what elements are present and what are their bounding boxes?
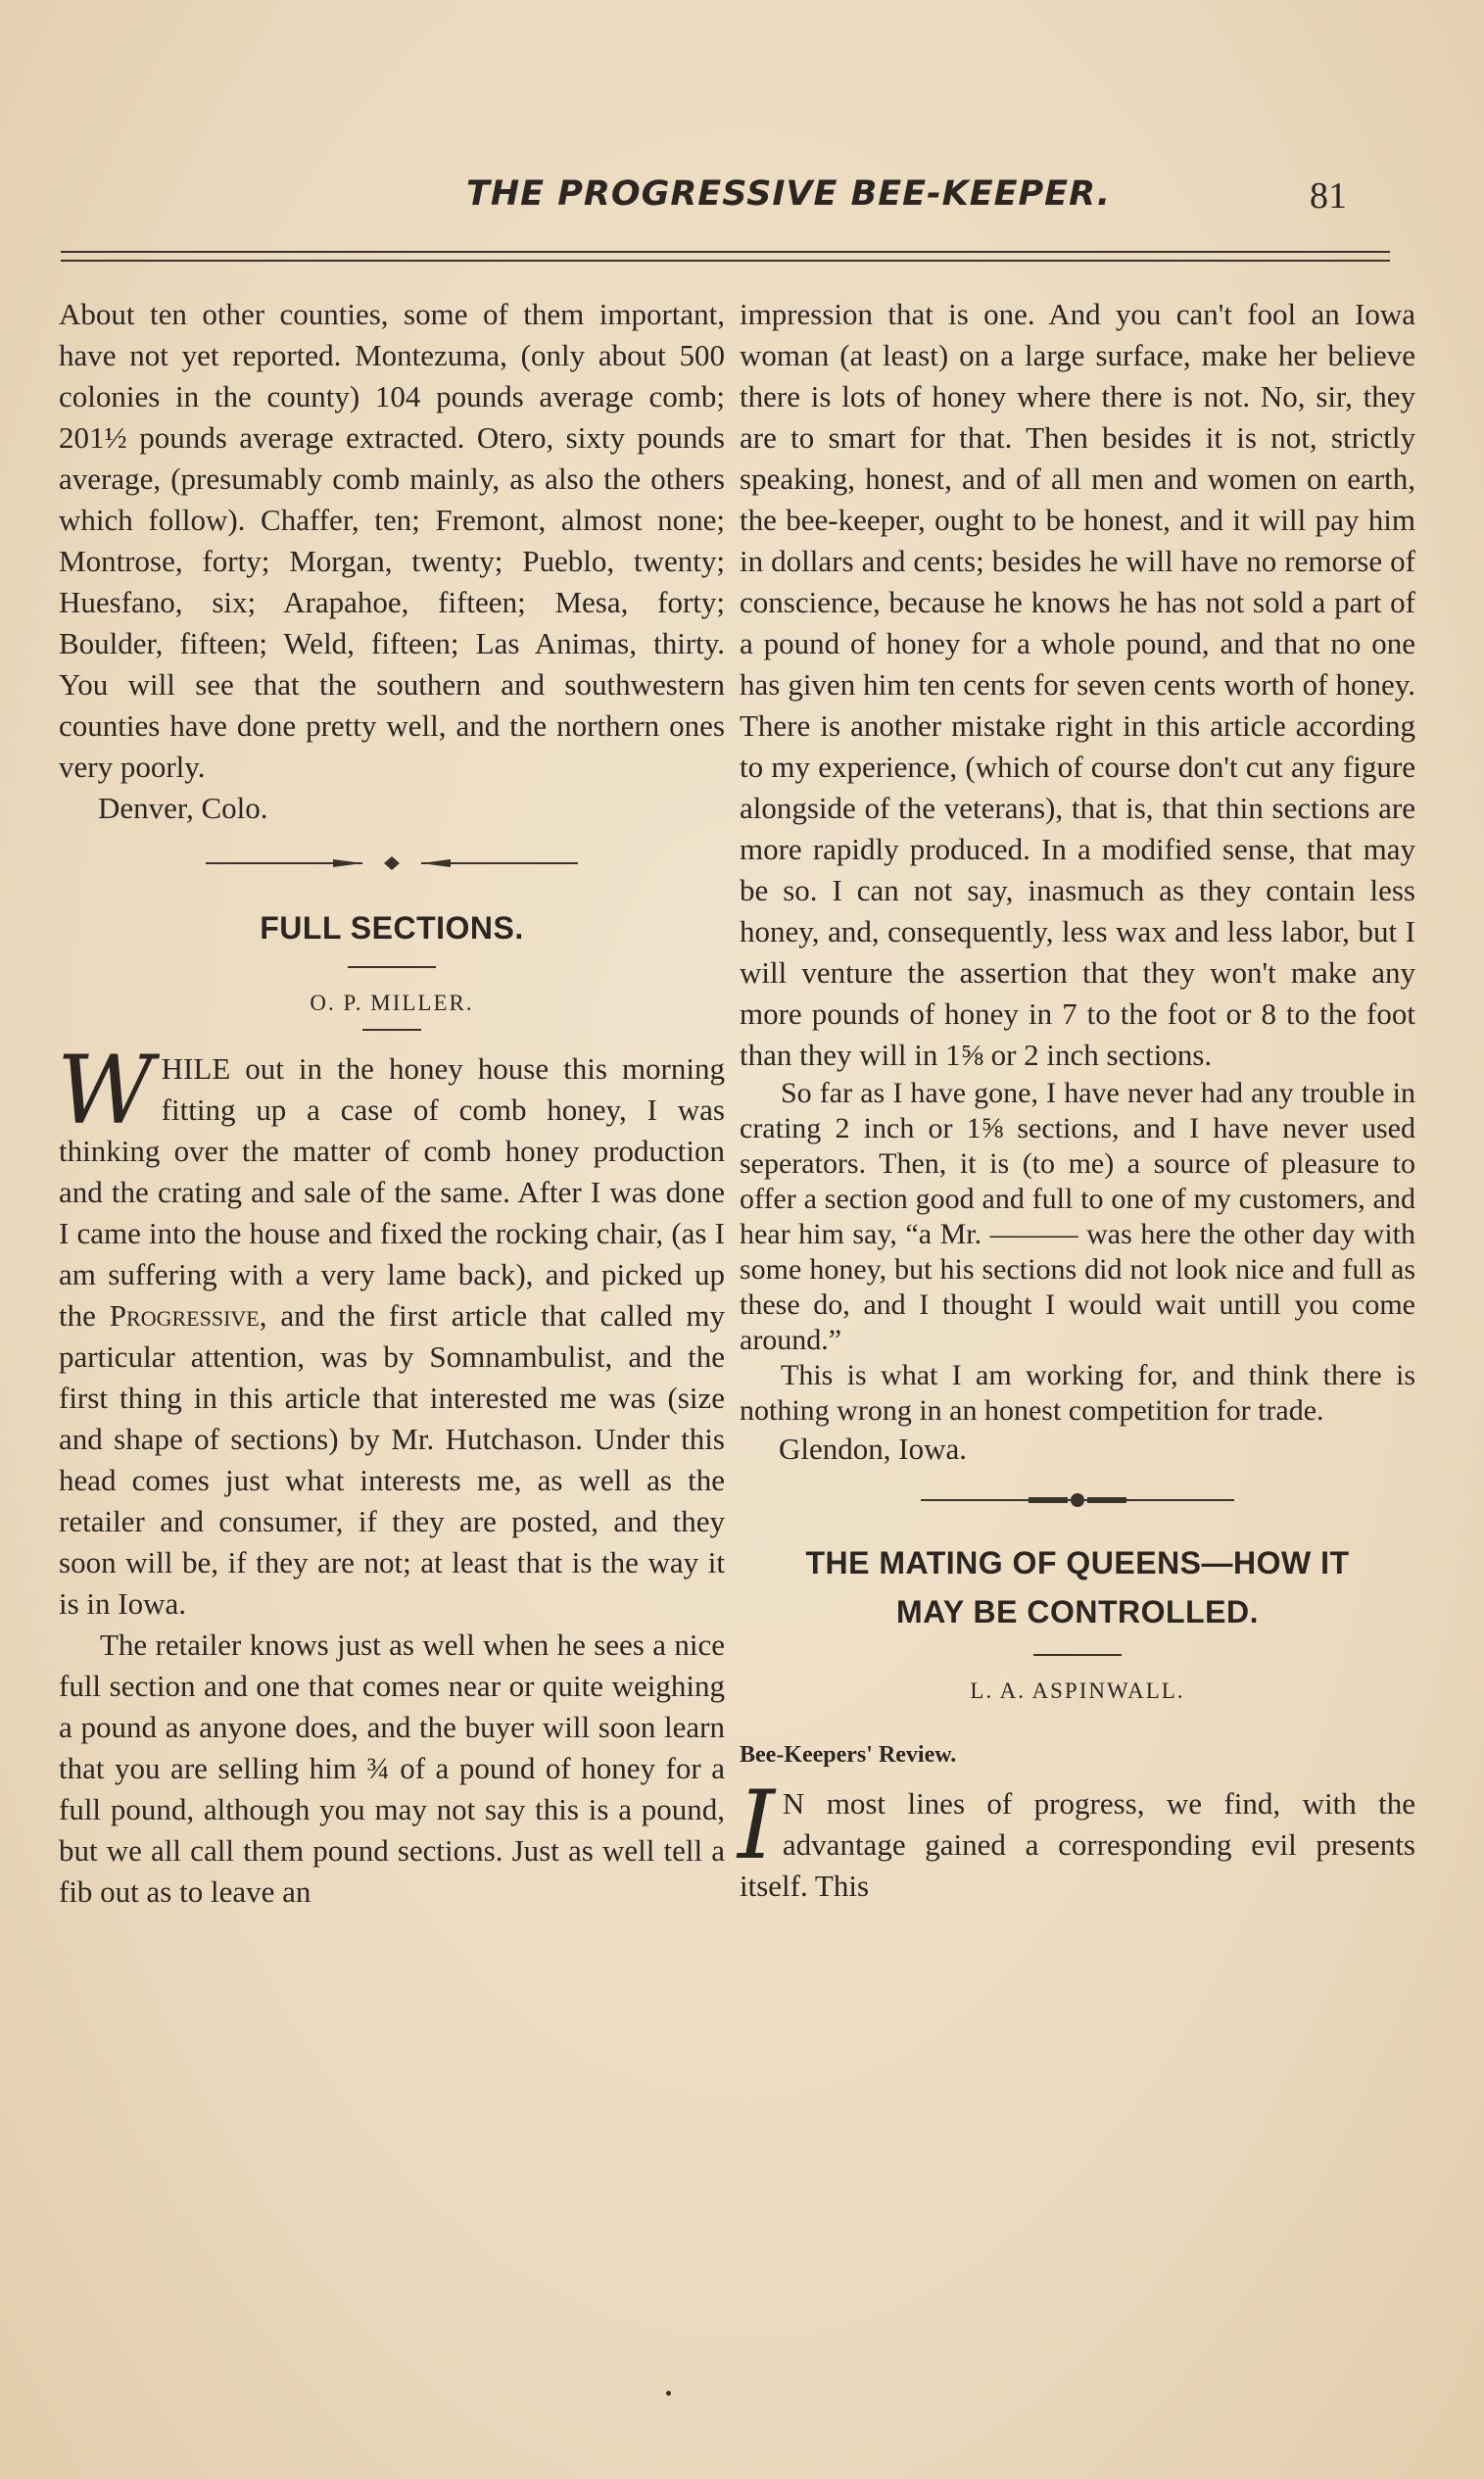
article-title: FULL SECTIONS. [260, 910, 524, 946]
signoff-denver: Denver, Colo. [98, 791, 268, 825]
page-number: 81 [1310, 175, 1347, 217]
continuation-paragraph: About ten other counties, some of them important, have not yet reported. Montezuma, (only about 500 colonies in the county) 104 pounds average comb; 201½ pounds average extracted. Otero, sixty pounds average, (presumably comb mainly, as also the others which follow). Chaffer, ten; Fremont, almost none; Montrose, forty; Morgan, twenty; Pueblo, twenty; Huesfano, six; Arapahoe, fifteen; Mesa, forty; Boulder, fifteen; Weld, fifteen; Las Animas, thirty. You will see that the southern and southwestern counties have done pretty well, and the northern ones very poorly. [59, 297, 725, 784]
first-paragraph-end: , and the first article that called my particular attention, was by Somnambulist, and the first thing in this article that interested me was (size and shape of sections) by Mr. Hutchason. Under this head comes just what interests me, as well as the retailer and consumer, if they are posted, and they soon will be, if they are not; at least that is the way it is in Iowa. [59, 1298, 726, 1621]
right-paragraph-2: So far as I have gone, I have never had any trouble in crating 2 inch or 1⅝ sections, and I have never used seperators. Then, it is (to me) a source of pleasure to offer a section good and full to one of my customers, and hear him say, “a Mr. ——— was here the other day with some honey, but his sections did not look nice and full as these do, and I thought I would wait untill you come around.” [740, 1077, 1415, 1356]
first-paragraph [57, 1036, 726, 1625]
left-column [59, 294, 725, 1913]
bottom-dot [666, 2391, 671, 2396]
section-ornament-2 [740, 1485, 1415, 1532]
article-author-2: L. A. ASPINWALL. [970, 1678, 1185, 1703]
ornament-flourish-icon [921, 1485, 1234, 1515]
journal-name: Progressive [109, 1298, 260, 1333]
header-double-rule [61, 251, 1390, 262]
first-paragraph-2 [738, 1771, 1415, 1907]
right-paragraph-3: This is what I am working for, and think there is nothing wrong in an honest competition for trade. [740, 1359, 1415, 1427]
first-paragraph-2-text: N most lines of progress, we find, with the advantage gained a corresponding evil presents itself. This [740, 1786, 1415, 1903]
running-title: THE PROGRESSIVE BEE-KEEPER. [466, 174, 1111, 214]
article-source: Bee-Keepers' Review. [740, 1742, 957, 1768]
section-ornament [59, 849, 725, 896]
article-author: O. P. MILLER. [310, 991, 474, 1015]
drop-cap: W [57, 1036, 154, 1145]
first-paragraph-start: HILE out in the honey house this morning fitting up a case of comb honey, I was thinking over the matter of comb honey production and the crating and sale of the same. After I was done I came into the house and fixed the rocking chair, (as I am suffering with a very lame back), and picked up the [59, 1051, 725, 1333]
second-paragraph: The retailer knows just as well when he sees a nice full section and one that comes near or quite weighing a pound as anyone does, and the buyer will soon learn that you are selling him ¾ of a pound of honey for a full pound, although you may not say this is a pound, but we all call them pound sections. Just as well tell a fib out as to leave an [59, 1628, 725, 1909]
signoff-glendon: Glendon, Iowa. [779, 1432, 967, 1466]
right-column [740, 294, 1415, 1907]
title-rule [348, 966, 436, 968]
article-title-line-2: MAY BE CONTROLLED. [896, 1594, 1259, 1629]
page-header [59, 174, 1391, 233]
right-continuation-paragraph: impression that is one. And you can't fool an Iowa woman (at least) on a large surface, make her believe there is lots of honey where there is not. No, sir, they are to smart for that. Then besides it is not, strictly speaking, honest, and of all men and women on earth, the bee-keeper, ought to be honest, and it will pay him in dollars and cents; besides he will have no remorse of conscience, because he knows he has not sold a part of a pound of honey for a whole pound, and that no one has given him ten cents for seven cents worth of honey. There is another mistake right in this article according to my experience, (which of course don't cut any figure alongside of the veterans), that is, that thin sections are more rapidly produced. In a modified sense, that may be so. I can not say, inasmuch as they contain less honey, and, consequently, less wax and less labor, but I will venture the assertion that they won't make any more pounds of honey in 7 to the foot or 8 to the foot than they will in 1⅝ or 2 inch sections. [740, 297, 1415, 1072]
drop-cap-2: I [738, 1771, 775, 1880]
ornament-rule-icon [206, 849, 578, 878]
author-rule [362, 1029, 421, 1031]
title-rule-2 [1033, 1654, 1122, 1656]
article-title-line-1: THE MATING OF QUEENS—HOW IT [805, 1545, 1350, 1580]
